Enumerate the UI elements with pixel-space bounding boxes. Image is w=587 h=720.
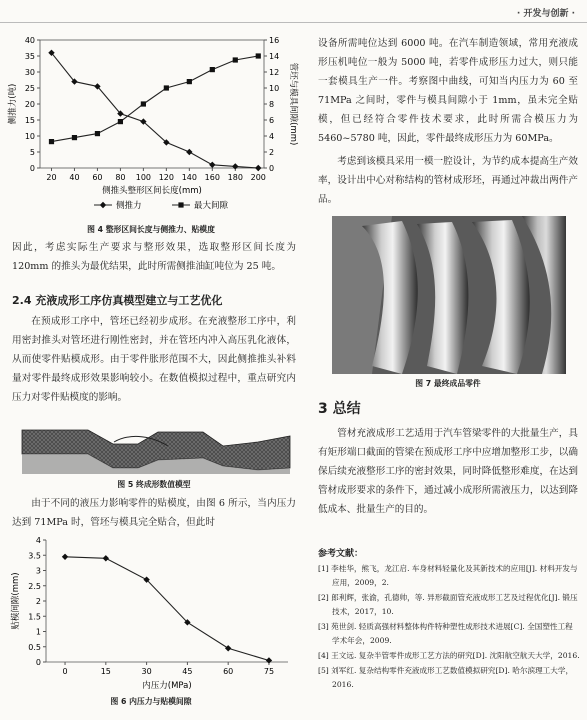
references-title: 参考文献： [318,549,364,559]
fig4-left-axis-label: 侧推力(吨) [8,83,18,125]
fig6-x-tick-label: 75 [263,667,275,676]
fig4-x-tick-label: 60 [92,173,103,182]
fig4-x-axis-label: 侧推头整形区间长度(mm) [102,186,202,196]
fig6-x-tick-label: 45 [182,667,193,676]
fig4-series-1-point [256,53,261,58]
fig7-caption: 图 7 最终成品零件 [415,379,481,388]
fig4-series-1-point [141,101,146,106]
fig6-y-tick-label: 0 [35,658,41,667]
section-2-4-title: 2.4 充液成形工序仿真模型建立与工艺优化 [12,294,223,307]
fig4-x-tick-label: 200 [250,173,266,182]
fig4-right-tick-label: 0 [269,164,275,173]
fig4-x-tick-label: 40 [69,173,80,182]
fig6-y-tick-label: 3.5 [28,551,41,561]
reference-item: [3] 苑世剑. 轻质高强材料整体构件特种塑性成形技术进展[C]. 全国塑性工程学术年会，2009. [318,622,573,645]
right-paragraph-1: 设备所需吨位达到 6000 吨。在汽车制造领域，常用充液成形压机吨位一般为 5000 吨，若零件成形压力过大，则只能一套模具生产一件。考察图中曲线，可知当内压力为 60 至 71MPa 之间时，零件与模具间隙小于 1mm，虽未完全贴模，但已经符合零件技术要求，此时所需合模压力为 5460~5780 吨，因此，零件最终成形压力为 60MPa。 [318,38,578,144]
fig4-x-tick-label: 80 [115,173,126,182]
right-paragraph-3: 管材充液成形工艺适用于汽车管梁零件的大批量生产，具有矩形端口截面的管梁在预成形工序中应增加整形工步，以确保后续充液整形工序的密封效果，同时降低整形难度，在达到管材成形要求的条件下，通过减小成形所需液压力，以达到降低成本、批量生产的目的。 [318,428,578,515]
fig6-y-tick-label: 1 [35,627,41,637]
fig4-series-1-point [164,85,169,90]
fig6-x-tick-label: 15 [100,667,111,676]
fig4-x-tick-label: 180 [227,173,243,182]
fig4-left-tick-label: 5 [29,148,35,157]
fig4-x-tick-label: 120 [158,173,174,182]
fig4-left-tick-label: 25 [24,84,35,93]
fig4-legend-label-1: 最大间隙 [194,201,229,211]
fig4-caption: 图 4 整形区间长度与侧推力、贴模度 [87,225,215,234]
fig6-y-tick-label: 4 [35,536,41,545]
fig4-right-tick-label: 4 [269,132,275,141]
fig6-series-0-point [225,645,231,651]
fig4-x-tick-label: 160 [204,173,220,182]
fig4-right-tick-label: 14 [269,52,280,61]
header-divider [0,22,587,23]
fig4-x-tick-label: 100 [135,173,152,182]
fig6-y-axis-label: 贴模间隙(mm) [11,572,21,630]
reference-item: [4] 王文远. 复杂半管零件成形工艺方法的研究[D]. 沈阳航空航天大学，2016. [318,651,580,660]
fig4-right-tick-label: 2 [269,148,275,157]
fig5-mesh-model-image [18,424,294,476]
fig4-left-tick-label: 0 [29,164,35,173]
fig6-x-tick-label: 0 [62,667,68,676]
fig6-y-tick-label: 0.5 [28,642,41,652]
fig4-x-tick-label: 140 [181,173,197,182]
fig4-left-tick-label: 15 [24,116,35,125]
fig6-series-0-point [103,555,109,561]
fig6-x-axis-label: 内压力(MPa) [142,681,192,691]
fig4-right-tick-label: 12 [269,68,280,77]
left-paragraph-3: 由于不同的液压力影响零件的贴模度，由图 6 所示，当内压力达到 71MPa 时，管坯与模具完全贴合，但此时 [12,498,296,528]
fig4-right-tick-label: 10 [269,84,280,93]
fig4-series-1-point [49,139,54,144]
journal-section-header: · 开发与创新 · [516,9,575,19]
fig6-y-tick-label: 2 [35,597,41,606]
reference-item: [5] 刘军红. 复杂结构零件充液成形工艺数值模拟研究[D]. 哈尔滨理工大学，2016. [318,666,574,689]
section-3-title: 3 总结 [318,401,361,417]
fig6-y-tick-label: 1.5 [28,612,41,622]
fig4-series-line-0 [51,53,258,168]
fig4-left-tick-label: 40 [24,36,35,45]
fig4-series-0-point [209,162,215,168]
fig4-series-1-point [72,135,77,140]
fig4-left-tick-label: 35 [24,52,35,61]
fig4-series-1-point [118,119,123,124]
fig6-y-tick-label: 3 [35,566,41,576]
fig5-caption: 图 5 终成形数值模型 [117,480,191,489]
fig6-series-0-point [62,554,68,560]
left-paragraph-2: 在预成形工序中，管坯已经初步成形。在充液整形工序中，利用密封推头对管坯进行刚性密封，并在管坯内冲入高压乳化液体，从而使零件贴模成形。由于零件胀形范围不大，因此侧推推头补料量对零件最终成形效果影响较小。在数值模拟过程中，重点研究内压力对零件贴模度的影响。 [12,316,296,403]
fig6-chart [6,530,296,696]
fig4-series-1-point [95,131,100,136]
reference-item: [2] 郎利辉，张渝，孔德帅，等. 异形截面管充液成形工艺及过程优化[J]. 锻压技术，2017，10. [318,593,578,616]
fig4-series-1-point [210,67,215,72]
fig4-series-0-point [232,163,238,169]
fig4-left-tick-label: 20 [24,100,35,109]
fig4-series-0-point [186,149,192,155]
fig4-legend-label-0: 侧推力 [116,201,142,211]
fig4-legend-marker-1 [178,202,183,207]
fig4-right-axis-label: 管坯与模具间隙(mm) [288,62,298,146]
fig4-legend-marker-0 [100,202,106,208]
fig6-x-tick-label: 30 [141,667,152,676]
right-paragraph-2: 考虑到该模具采用一模一腔设计，为节约成本提高生产效率，设计出中心对称结构的管材成形坯，再通过冲裁出两件产品。 [318,156,578,205]
fig7-final-part-photo [332,216,566,374]
fig6-y-tick-label: 2.5 [28,581,41,591]
fig4-x-tick-label: 20 [46,173,57,182]
fig4-left-tick-label: 30 [24,68,35,77]
fig6-series-0-point [266,657,272,663]
fig4-chart [6,32,300,222]
fig6-series-line-0 [65,557,269,661]
fig6-caption: 图 6 内压力与贴模间隙 [110,697,192,706]
fig4-series-1-point [233,57,238,62]
fig4-series-1-point [187,79,192,84]
fig4-left-tick-label: 10 [24,132,35,141]
fig4-series-line-1 [51,56,258,142]
reference-item: [1] 李桂华，熊飞，龙江启. 车身材料轻量化及其新技术的应用[J]. 材料开发与应用，2009，2. [318,564,578,587]
fig4-right-tick-label: 8 [269,100,275,109]
fig6-x-tick-label: 60 [223,667,234,676]
references-list [318,562,580,693]
fig4-right-tick-label: 16 [269,36,280,45]
left-paragraph-1: 因此，考虑实际生产要求与整形效果，选取整形区间长度为 120mm 的推头为最优结果，此时所需侧推油缸吨位为 25 吨。 [12,242,296,272]
fig4-right-tick-label: 6 [269,116,275,125]
fig4-plot-frame [40,40,264,168]
fig4-series-0-point [255,165,261,171]
